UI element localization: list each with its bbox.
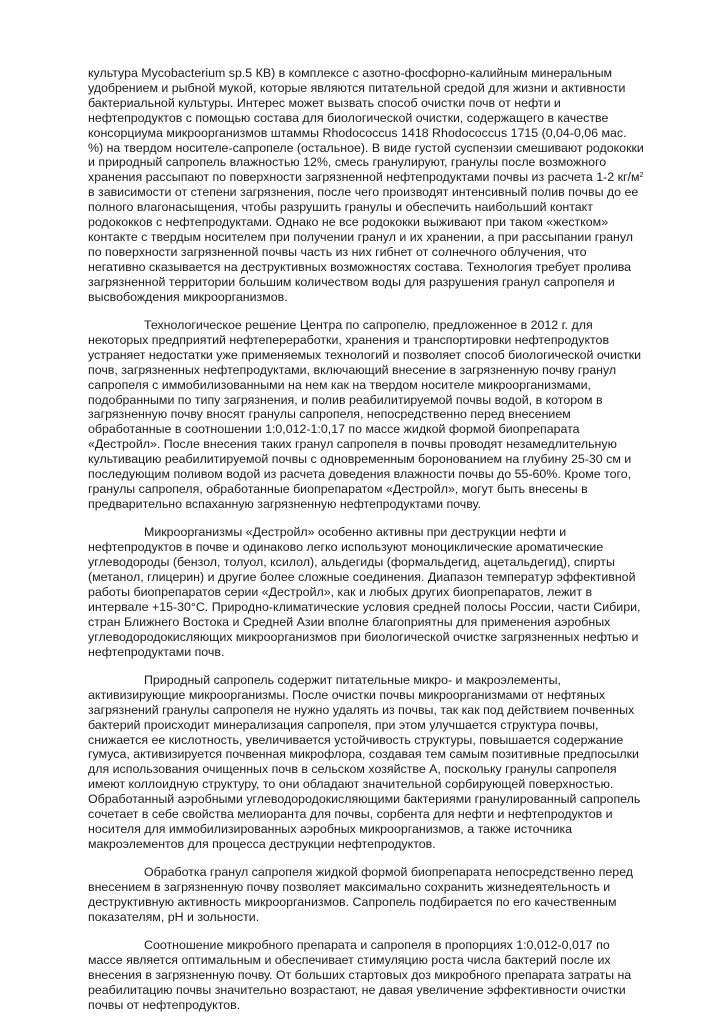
paragraph-6: Соотношение микробного препарата и сапропеля в пропорциях 1:0,012-0,017 по массе является оптимальным и обеспечивает стимуляцию роста числа бактерий после их внесения в загрязненную почву. От больших стартовых доз микробного препарата затраты на реабилитацию почвы значительно возрастают, не давая увеличение эффективности очистки почвы от нефтепродуктов. [88, 938, 632, 1013]
paragraph-1 [88, 66, 644, 305]
paragraph-2: Технологическое решение Центра по сапропелю, предложенное в 2012 г. для некоторых предприятий нефтепереработки, хранения и транспортировки нефтепродуктов устраняет недостатки уже применяемых технологий и позволяет способ биологической очистки почв, загрязненных нефтепродуктами, включающий внесение в загрязненную почву гранул сапропеля с иммобилизованными на нем как на твердом носителе микроорганизмами, подобранными по типу загрязнения, и полив реабилитируемой почвы водой, в котором в загрязненную почву вносят гранулы сапропеля, непосредственно перед внесением обработанные в соотношении 1:0,012-1:0,17 по массе жидкой формой биопрепарата «Дестройл». После внесения таких гранул сапропеля в почвы проводят незамедлительную культивацию реабилитируемой почвы с одновременным боронованием на глубину 25-30 см и последующим поливом водой из расчета доведения влажности почвы до 55-60%. Кроме того, гранулы сапропеля, обработанные биопрепаратом «Дестройл», могут быть внесены в предварительно вспаханную загрязненную нефтепродуктами почву. [88, 318, 642, 511]
document-page [88, 66, 644, 1026]
superscript-2: 2 [639, 172, 644, 180]
paragraph-4: Природный сапропель содержит питательные микро- и макроэлементы, активизирующие микроорганизмы. После очистки почвы микроорганизмами от нефтяных загрязнений гранулы сапропеля не нужно удалять из почвы, так как под действием почвенных бактерий происходит минерализация сапропеля, при этом улучшается структура почвы, снижается ее кислотность, увеличивается устойчивость структуры, повышается содержание гумуса, активизируется почвенная микрофлора, создавая тем самым позитивные предпосылки для использования очищенных почв в сельском хозяйстве А, поскольку гранулы сапропеля имеют коллоидную структуру, то они обладают значительной сорбирующей поверхностью. Обработанный аэробными углеводородокисляющими бактериями гранулированный сапропель сочетает в себе свойства мелиоранта для почвы, сорбента для нефти и нефтепродуктов и носителя для иммобилизированных аэробных микроорганизмов, а также источника макроэлементов для процесса деструкции нефтепродуктов. [88, 672, 641, 851]
paragraph-1-text: культура Mycobacterium sp.5 КВ) в комплексе с азотно-фосфорно-калийным минеральным удобрением и рыбной мукой, которые являются питательной средой для жизни и активности бактериальной культуры. Интерес может вызвать способ очистки почв от нефти и нефтепродуктов с помощью состава для биологической очистки, содержащего в качестве консорциума микроорганизмов штаммы Rhodococcus 1418 Rhodococcus 1715 (0,04-0,06 мас. %) на твердом носителе-сапропеле (остальное). В виде густой суспензии смешивают родококки и природный сапропель влажностью 12%, смесь гранулируют, гранулы после возможного хранения рассыпают по поверхности загрязненной нефтепродуктами почвы из расчета 1-2 кг/м [88, 66, 644, 185]
paragraph-3: Микроорганизмы «Дестройл» особенно активны при деструкции нефти и нефтепродуктов в почве и одинаково легко используют моноциклические ароматические углеводороды (бензол, толуол, ксилол), альдегиды (формальдегид, ацетальдегид), спирты (метанол, глицерин) и другие более сложные соединения. Диапазон температур эффективной работы биопрепаратов серии «Дестройл», как и любых других биопрепаратов, лежит в интервале +15-30°С. Природно-климатические условия средней полосы России, части Сибири, стран Ближнего Востока и Средней Азии вполне благоприятны для применения аэробных углеводородокисляющих микроорганизмов при биологической очистке загрязненных нефтью и нефтепродуктами почв. [88, 525, 641, 659]
paragraph-1-text-cont: в зависимости от степени загрязнения, после чего производят интенсивный полив почвы до ее полного влагонасыщения, чтобы разрушить гранулы и обеспечить наибольший контакт родококков с нефтепродуктами. Однако не все родококки выживают при таком «жестком» контакте с твердым носителем при получении гранул и их хранении, а при рассыпании гранул по поверхности загрязненной почвы часть из них гибнет от солнечного облучения, что негативно сказывается на деструктивных возможностях состава. Технология требует пролива загрязненной территории большим количеством воды для разрушения гранул сапропеля и высвобождения микроорганизмов. [88, 185, 639, 304]
paragraph-5: Обработка гранул сапропеля жидкой формой биопрепарата непосредственно перед внесением в загрязненную почву позволяет максимально сохранить жизнедеятельность и деструктивную активность микроорганизмов. Сапропель подбирается по его качественным показателям, pH и зольности. [88, 865, 634, 925]
